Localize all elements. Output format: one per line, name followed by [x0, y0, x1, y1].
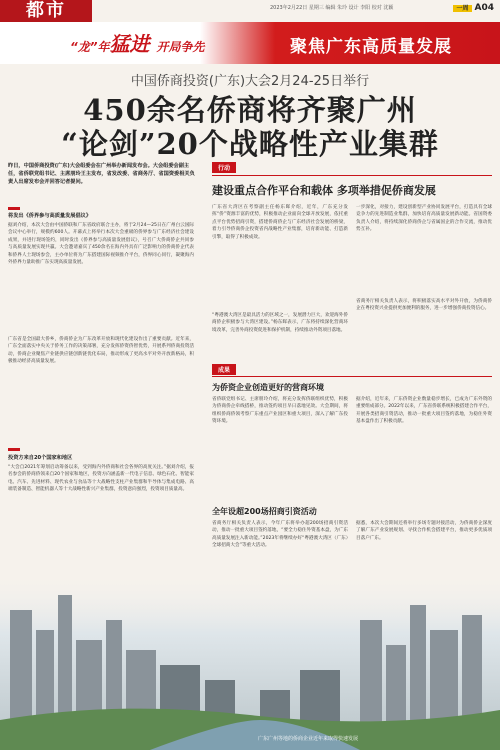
page-no: A04 [474, 3, 494, 13]
kicker: 中国侨商投资(广东)大会2月24-25日举行 [130, 74, 370, 89]
banner-slogan: “龙”年猛进 开局争先 [70, 32, 205, 56]
body-col3-a: 一步深化，对接力，建设创新型产业协同发展平台，打造具有全球竞争力的先进制造业集群，加快培育高质量发展新动能。省国资委负责人介绍，将持续深化侨商侨企与省属国企的合作交流，推动优势互补。 [356, 205, 492, 233]
photo-caption: 广东广州等地的侨商企业近年来取得快速发展 [258, 736, 359, 742]
subhead-1: 将发出《侨界参与高质量发展倡议》 [8, 213, 92, 219]
body-col1-a: 据刘介绍，本次大会由中国侨联和广东省政府联合主办，将于2月24—25日在广州白云国际会议中心举行，规模约600人。开幕式上将举行本次大会重磅的侨界参与广东经济社会建设成果，并进行现场签约，同时发出《侨界参与高质量发展倡议》，号召广大侨商侨企共同参与高质量发展实现共赢。大会邀请嘉宾了450余名在海内外具有广泛影响力的侨商侨企代表和侨界人士现场参会，主办单位将为广东搭建国际视频推介平台，侨界同心同行，凝聚海内外侨界力量助推广东实现高质量发展。 [8, 223, 194, 266]
body-col2-b: “粤港澳大湾区是最具活力的区域之一，发展潜力巨大，欢迎海外侨商侨企积极参与大湾区建设。”杨东晖表示，广东将持续深化营商环境改革，完善外商投资促进和保护机制，持续推动外资项目落地。 [212, 313, 348, 333]
cityscape-photo [0, 570, 500, 750]
section-name: 都市 [0, 0, 92, 22]
body-col2-d: 省商务厅相关负责人表示，今年广东将举办超200场招商引资活动，推动一批重大项目签约落地，“要全力稳住外资基本盘，为广东高质量发展注入新动能。”2023年将继续办好“粤港澳大湾区（广东）全球招商大会”等重大活动。 [212, 521, 348, 549]
section-title: 建设重点合作平台和载体 多项举措促侨商发展 [212, 184, 436, 197]
issue-meta: 2023年2月22日 星期三 编辑 朱玲 设计 李阳 校对 沈颖 [270, 5, 394, 11]
section-tag-2: 成果 [212, 364, 236, 375]
section-rule [212, 376, 492, 377]
section-rule [212, 175, 492, 176]
headline-line-1: 450余名侨商将齐聚广州 [83, 93, 417, 127]
subhead-4: 全年设超200场招商引资活动 [212, 507, 317, 516]
page-number [453, 3, 494, 13]
subhead-3: 为侨资企业创造更好的营商环境 [212, 383, 324, 392]
body-col2-a: 广东省大湾区在考察副主任杨东晖介绍，近年，广东充分发挥“侨”资源丰富的优势，积极推动企业面向全球开放发展，依托重点平台优势招商引资，搭建侨商侨企与广东经济社会发展的桥梁，着力引导侨商侨企投资省内战略性产业集群，培育新动能、打造新引擎，取得了积极成效。 [212, 205, 348, 240]
page-tag: 一周 [453, 5, 471, 12]
banner-title: 聚焦广东高质量发展 [290, 37, 452, 57]
body-col3-b: 省商务厅相关负责人表示，将积极落实高水平对外开放，为侨商侨企在粤投资兴业提供更加便利的服务，进一步增强侨商投资信心。 [356, 299, 492, 312]
body-col3-c: 据介绍，近年来，广东侨资企业数量稳步增长，已成为广东外资的重要组成部分。2022年以来，广东省侨联系统积极搭建合作平台，开展各类招商引资活动，推动一批重大项目签约落地，为稳住外资基本盘作出了积极贡献。 [356, 397, 492, 425]
body-col2-c: 省侨联党组书记、主席朋玲介绍，将充分发挥侨联组织优势，积极为侨商侨企牵线搭桥，推动签约项目早日落地见效。大会期间，将组织侨商侨领考察广东重点产业园区和重大项目，深入了解广东投资环境。 [212, 397, 348, 425]
body-col3-d: 据悉，本次大会期间还将举行多场专题对接活动，为侨商侨企深度了解广东产业发展规划、寻找合作机会搭建平台，推动更多优质项目落户广东。 [356, 521, 492, 541]
section-tag: 行动 [212, 162, 236, 173]
page-header [0, 0, 500, 22]
sub-marker [8, 207, 20, 210]
body-col1-b: 广东省是全国最大侨乡，侨商侨企为广东改革开放和现代化建设作出了重要贡献。近年来，广东全面落实中央关于侨务工作的决策部署，充分发挥侨资侨智优势，开展系列侨商投资活动，侨商企业聚焦产业链供应链创新链优化布局，推动形成了更高水平对外开放新格局，积极推动经济高质量发展。 [8, 337, 194, 365]
sub-marker [8, 448, 20, 451]
subhead-2: 投资方来自20个国家和地区 [8, 455, 73, 461]
lead-paragraph: 昨日，中国侨商投资(广东)大会组委会在广州举办新闻发布会。大会组委会副主任，省侨联党组书记、主席朋玲王主发布，省发改委、省商务厅、省国资委相关负责人出席发布会并回答记者提问。 [8, 163, 195, 185]
headline-line-2: “论剑”20个战略性产业集群 [61, 127, 439, 161]
body-col1-c: “大会自2021年筹划启动筹备以来，受到海内外侨商和社会各界的高度关注。”据刘介绍，报名参会的侨商侨领来自20个国家和地区，投资方向涵盖新一代电子信息、绿色石化、智能家电、汽车、先进材料、现代农业与食品等十大战略性支柱产业集群和半导体与集成电路、高端装备制造、智能机器人等十大战略性新兴产业集群，投资意向强烈，投资项目质量高。 [8, 465, 194, 493]
